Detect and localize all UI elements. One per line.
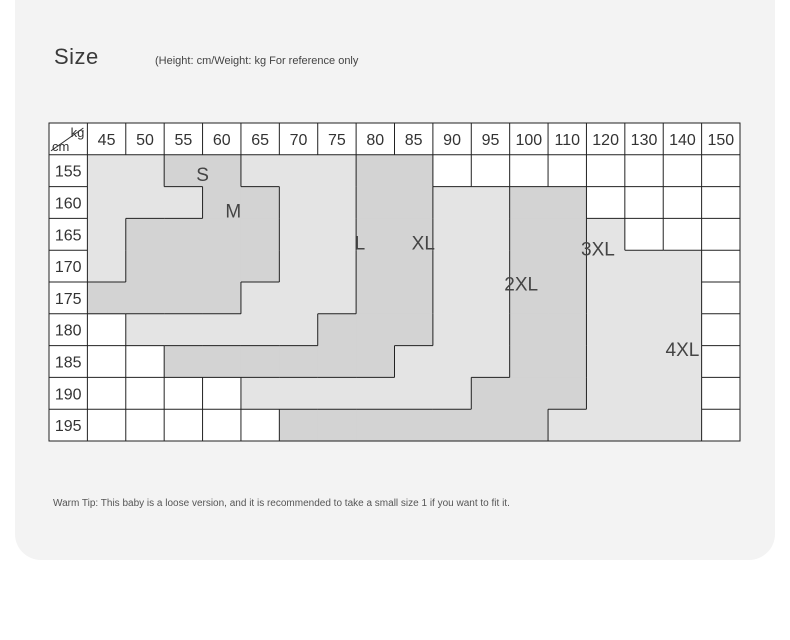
- size-cell-s: [87, 250, 126, 282]
- size-cell-3xl: [548, 346, 587, 378]
- size-cell-2xl: [433, 314, 472, 346]
- weight-header-55: 55: [174, 131, 193, 149]
- size-label-3xl: 3XL: [581, 239, 615, 261]
- size-cell-4xl: [586, 346, 625, 378]
- size-cell-4xl: [586, 377, 625, 409]
- size-cell-4xl: [625, 346, 664, 378]
- size-cell-4xl: [586, 409, 625, 441]
- size-cell-m: [203, 282, 242, 314]
- size-cell-m: [203, 218, 242, 250]
- size-cell-l: [318, 218, 357, 250]
- size-cell-s: [164, 187, 203, 219]
- size-cell-m: [241, 250, 280, 282]
- size-cell-3xl: [279, 409, 318, 441]
- weight-header-120: 120: [592, 131, 619, 149]
- size-cell-xl: [279, 346, 318, 378]
- size-cell-4xl: [625, 314, 664, 346]
- size-cell-m: [241, 187, 280, 219]
- height-label-195: 195: [54, 418, 82, 436]
- size-cell-3xl: [471, 409, 510, 441]
- size-cell-3xl: [318, 409, 357, 441]
- size-cell-xl: [395, 314, 434, 346]
- weight-header-140: 140: [669, 131, 696, 149]
- size-cell-m: [164, 218, 203, 250]
- weight-header-130: 130: [630, 131, 658, 149]
- height-label-155: 155: [54, 163, 82, 181]
- size-cell-3xl: [471, 377, 510, 409]
- size-cell-xl: [395, 282, 434, 314]
- size-cell-3xl: [510, 377, 549, 409]
- height-label-185: 185: [54, 354, 82, 372]
- weight-header-50: 50: [136, 131, 154, 149]
- size-cell-m: [126, 282, 165, 314]
- size-cell-l: [279, 282, 318, 314]
- weight-header-80: 80: [366, 131, 385, 149]
- size-cell-2xl: [433, 346, 472, 378]
- size-cell-2xl: [433, 218, 472, 250]
- size-cell-2xl: [433, 282, 472, 314]
- size-cell-4xl: [663, 282, 702, 314]
- size-cell-4xl: [625, 409, 664, 441]
- size-cell-2xl: [395, 377, 434, 409]
- size-cell-l: [279, 218, 318, 250]
- size-cell-s: [87, 155, 126, 187]
- size-cell-l: [203, 314, 242, 346]
- size-cell-4xl: [586, 282, 625, 314]
- size-cell-m: [164, 250, 203, 282]
- size-cell-l: [318, 282, 357, 314]
- size-label-4xl: 4XL: [665, 339, 700, 361]
- size-cell-4xl: [625, 282, 664, 314]
- page-title: Size: [54, 44, 99, 69]
- size-cell-3xl: [510, 187, 549, 219]
- size-cell-s: [87, 187, 126, 219]
- weight-header-45: 45: [97, 131, 116, 149]
- corner-height-label: cm: [52, 138, 70, 154]
- weight-header-85: 85: [404, 131, 423, 149]
- size-cell-3xl: [548, 314, 587, 346]
- size-cell-xl: [356, 282, 395, 314]
- size-cell-l: [318, 155, 357, 187]
- size-cell-4xl: [663, 377, 702, 409]
- size-cell-xl: [241, 346, 280, 378]
- size-cell-s: [87, 218, 126, 250]
- weight-header-65: 65: [251, 131, 270, 149]
- size-cell-l: [279, 250, 318, 282]
- size-cell-3xl: [548, 187, 587, 219]
- size-cell-2xl: [471, 314, 510, 346]
- size-cell-l: [241, 314, 280, 346]
- size-cell-m: [126, 250, 165, 282]
- size-cell-4xl: [625, 250, 664, 282]
- size-cell-3xl: [356, 409, 395, 441]
- size-label-m: M: [225, 201, 242, 223]
- size-cell-2xl: [395, 346, 434, 378]
- size-cell-4xl: [586, 314, 625, 346]
- size-cell-3xl: [510, 218, 549, 250]
- size-cell-l: [318, 250, 357, 282]
- size-cell-2xl: [471, 346, 510, 378]
- size-cell-l: [279, 187, 318, 219]
- weight-header-75: 75: [328, 131, 346, 149]
- size-cell-xl: [356, 250, 395, 282]
- height-label-175: 175: [54, 290, 82, 308]
- size-cell-2xl: [318, 377, 357, 409]
- size-label-s: S: [196, 164, 209, 186]
- height-label-165: 165: [54, 227, 82, 245]
- weight-header-150: 150: [707, 131, 735, 149]
- size-cell-2xl: [241, 377, 280, 409]
- size-cell-xl: [356, 314, 395, 346]
- height-label-180: 180: [54, 322, 82, 340]
- size-cell-3xl: [510, 314, 549, 346]
- height-label-170: 170: [54, 259, 82, 277]
- size-cell-xl: [318, 346, 357, 378]
- size-cell-2xl: [471, 218, 510, 250]
- size-cell-xl: [164, 346, 203, 378]
- size-cell-xl: [395, 155, 434, 187]
- size-cell-2xl: [433, 250, 472, 282]
- size-cell-3xl: [395, 409, 434, 441]
- size-cell-xl: [395, 250, 434, 282]
- size-cell-3xl: [548, 282, 587, 314]
- size-cell-l: [241, 155, 280, 187]
- size-cell-xl: [356, 155, 395, 187]
- size-cell-l: [164, 314, 203, 346]
- size-cell-4xl: [625, 377, 664, 409]
- weight-header-110: 110: [554, 131, 581, 149]
- size-cell-3xl: [433, 409, 472, 441]
- size-cell-4xl: [663, 409, 702, 441]
- size-label-l: L: [354, 233, 366, 255]
- size-cell-l: [241, 282, 280, 314]
- size-cell-m: [87, 282, 126, 314]
- weight-header-70: 70: [289, 131, 308, 149]
- size-cell-xl: [318, 314, 357, 346]
- size-cell-2xl: [471, 187, 510, 219]
- size-cell-2xl: [433, 187, 472, 219]
- corner-weight-label: kg: [70, 125, 85, 140]
- size-cell-2xl: [433, 377, 472, 409]
- size-cell-l: [318, 187, 357, 219]
- size-label-xl: XL: [411, 233, 435, 255]
- size-cell-xl: [356, 346, 395, 378]
- weight-header-100: 100: [515, 131, 543, 149]
- weight-header-60: 60: [212, 131, 231, 149]
- size-cell-2xl: [279, 377, 318, 409]
- size-cell-m: [126, 218, 165, 250]
- size-cell-xl: [356, 187, 395, 219]
- size-cell-s: [126, 155, 165, 187]
- weight-header-90: 90: [443, 131, 461, 149]
- size-cell-3xl: [510, 409, 549, 441]
- size-cell-4xl: [548, 409, 587, 441]
- size-cell-m: [203, 250, 242, 282]
- size-cell-l: [279, 314, 318, 346]
- size-cell-m: [241, 218, 280, 250]
- size-cell-2xl: [356, 377, 395, 409]
- size-label-2xl: 2XL: [504, 274, 539, 296]
- height-label-160: 160: [54, 195, 82, 213]
- size-cell-4xl: [663, 250, 702, 282]
- size-cell-xl: [395, 187, 434, 219]
- warm-tip: Warm Tip: This baby is a loose version, and it is recommended to take a small size 1 if you want to fit it.: [53, 498, 510, 509]
- size-cell-3xl: [548, 377, 587, 409]
- height-label-190: 190: [54, 386, 82, 404]
- page-subtitle: (Height: cm/Weight: kg For reference only: [155, 55, 359, 67]
- size-cell-m: [164, 282, 203, 314]
- weight-header-95: 95: [481, 131, 500, 149]
- size-cell-xl: [203, 346, 242, 378]
- size-cell-l: [126, 314, 165, 346]
- size-cell-s: [126, 187, 165, 219]
- size-cell-3xl: [510, 346, 549, 378]
- size-cell-l: [279, 155, 318, 187]
